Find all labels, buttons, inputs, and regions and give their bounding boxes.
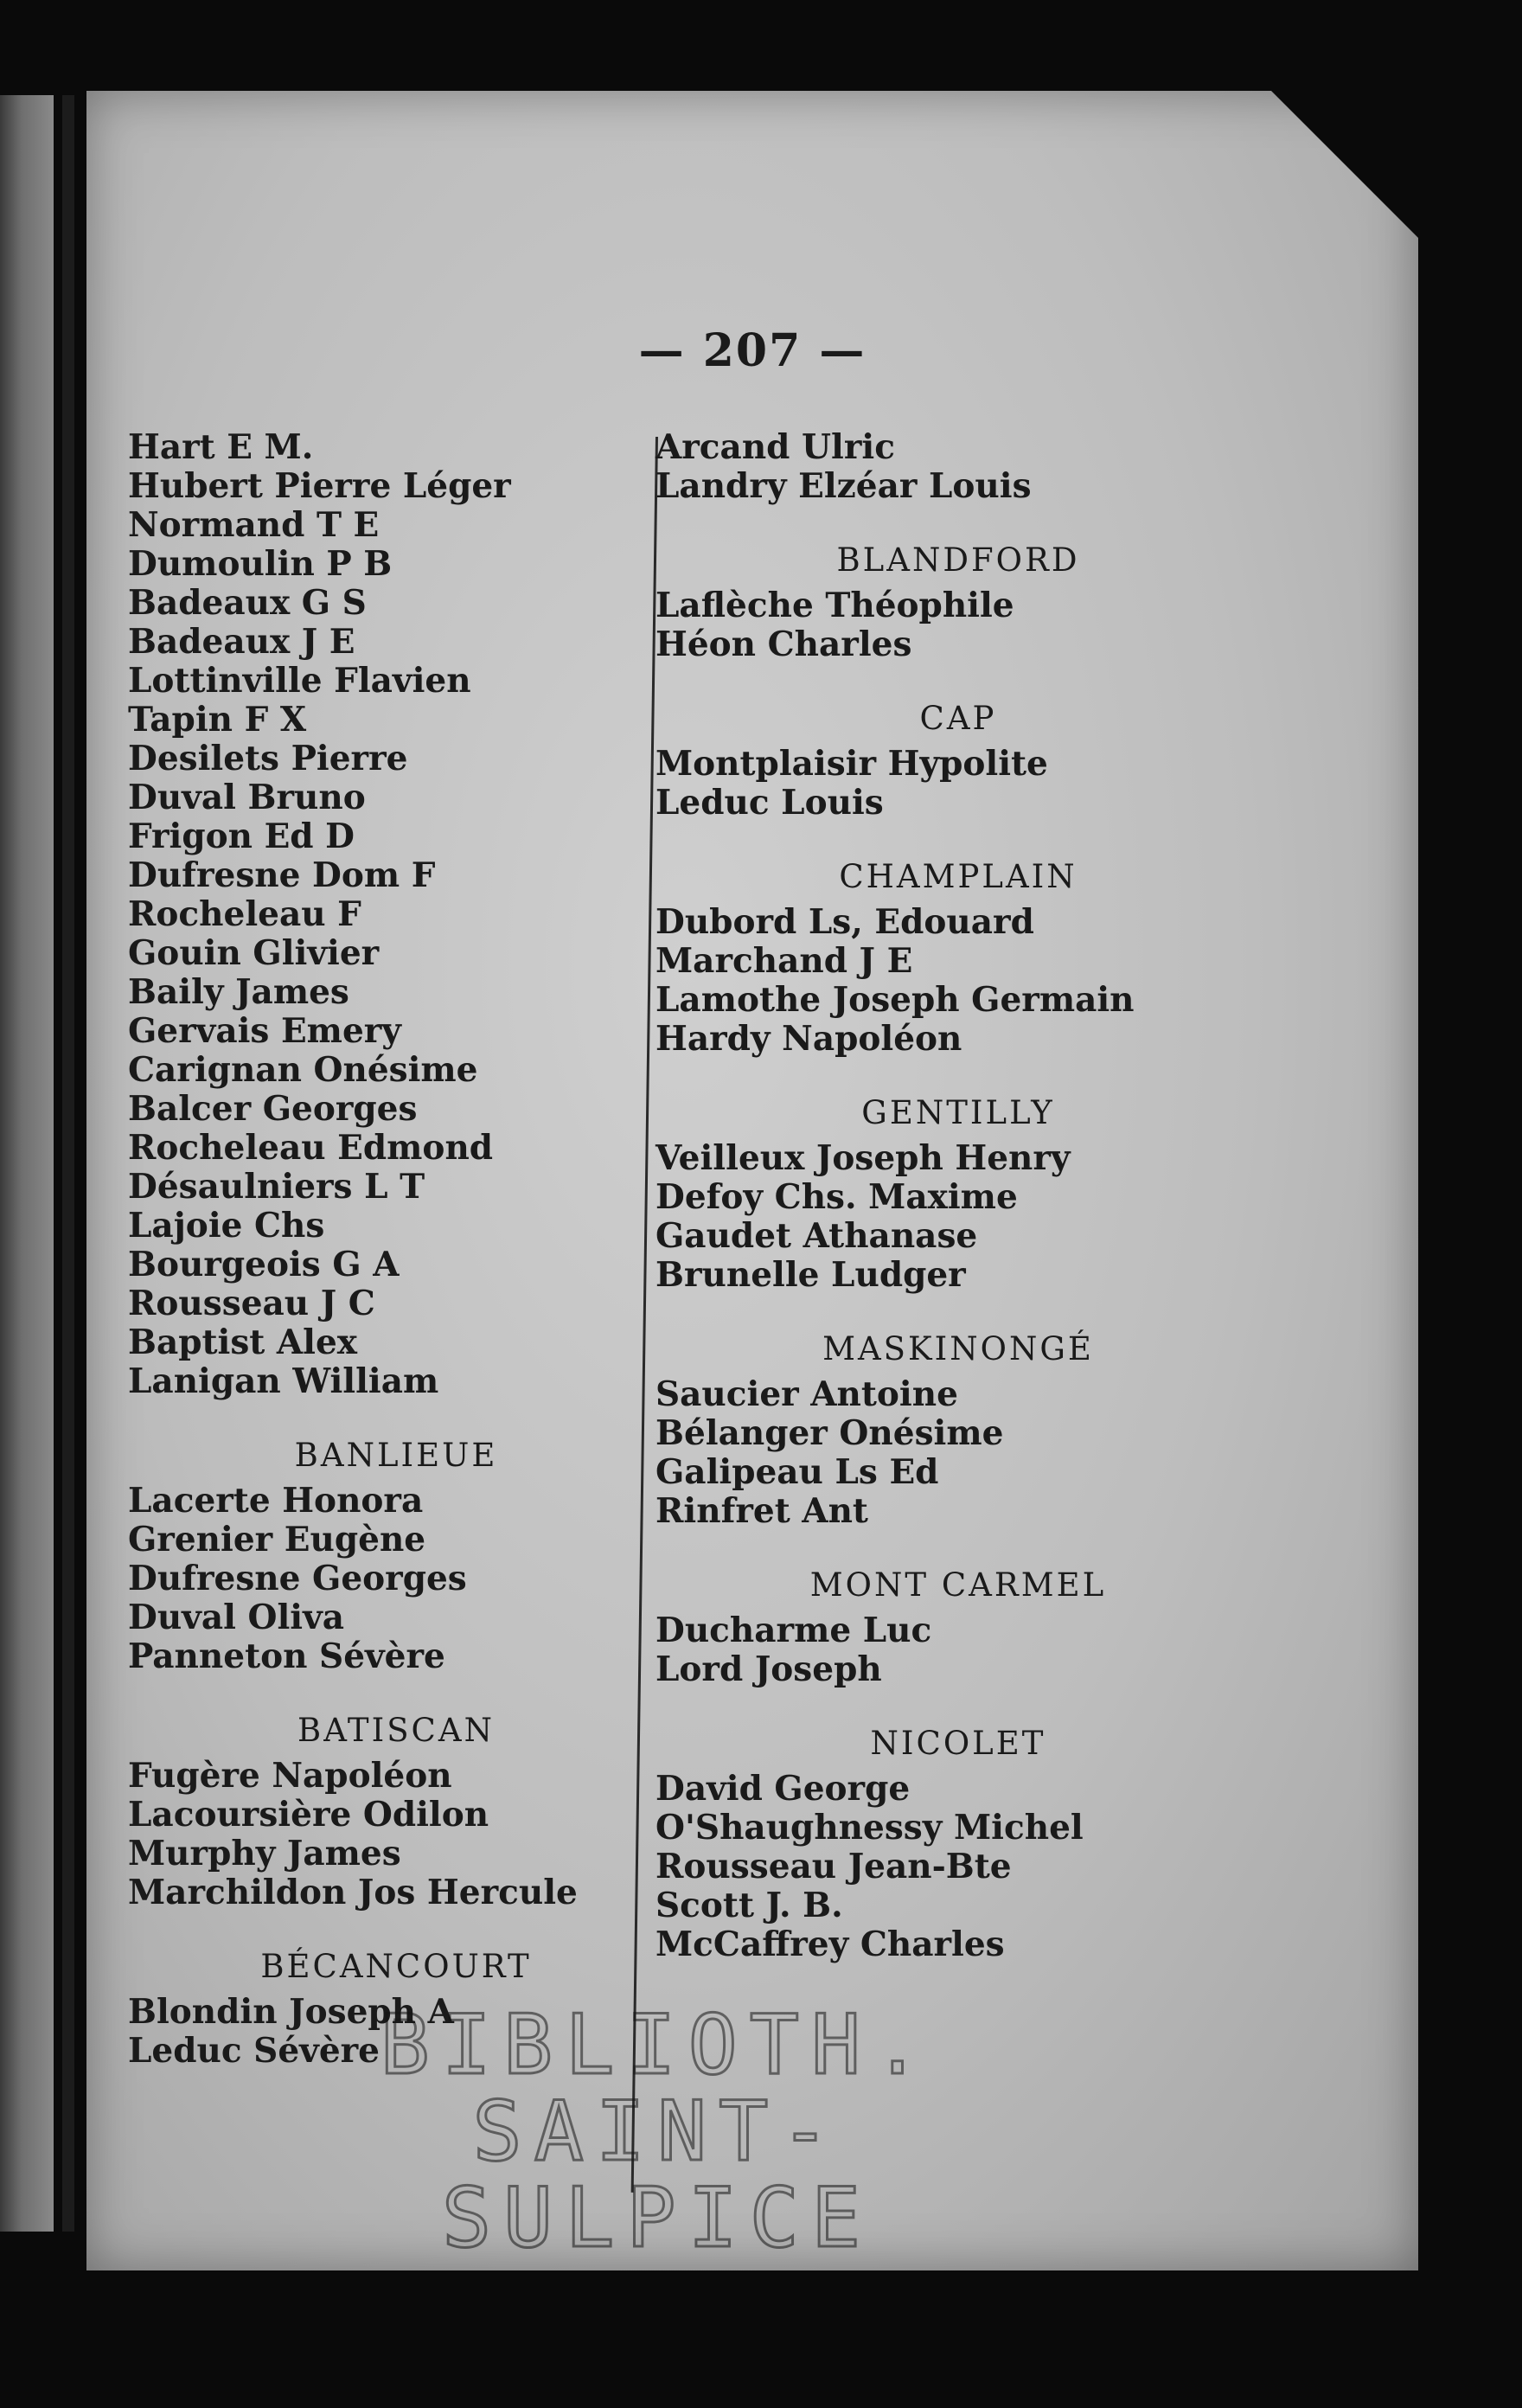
name-entry: Rocheleau Edmond [128,1128,494,1168]
name-entry: Carignan Onésime [128,1050,478,1090]
name-entry: Scott J. B. [655,1886,843,1925]
name-entry: Murphy James [128,1834,401,1873]
name-entry: Laflèche Théophile [655,586,1014,625]
name-entry: Dufresne Georges [128,1559,467,1598]
binding-shadow [62,95,74,2232]
section-heading: BÉCANCOURT [260,1948,532,1985]
name-entry: Brunelle Ludger [655,1255,966,1295]
name-entry: Landry Elzéar Louis [655,466,1032,506]
name-entry: Gouin Glivier [128,933,380,973]
name-entry: Tapin F X [128,700,307,740]
name-entry: Lottinville Flavien [128,661,471,701]
section-heading: GENTILLY [861,1094,1055,1131]
name-entry: Lord Joseph [655,1649,882,1689]
name-entry: Marchand J E [655,941,913,981]
name-entry: Rousseau J C [128,1284,375,1323]
name-entry: McCaffrey Charles [655,1924,1005,1964]
adjacent-page-edge [0,95,54,2232]
section-heading: BLANDFORD [836,541,1080,579]
name-entry: Grenier Eugène [128,1520,426,1559]
name-entry: Badeaux J E [128,622,355,662]
name-entry: Duval Oliva [128,1598,345,1637]
name-entry: Arcand Ulric [655,427,895,467]
section-heading: BANLIEUE [294,1437,498,1474]
name-entry: Balcer Georges [128,1089,418,1129]
name-entry: Blondin Joseph A [128,1992,454,2032]
library-stamp [285,1998,1029,2266]
name-entry: Gaudet Athanase [655,1216,978,1256]
name-entry: Defoy Chs. Maxime [655,1177,1018,1217]
document-page [86,91,1418,2270]
right-column [655,428,1261,1964]
name-entry: O'Shaughnessy Michel [655,1808,1084,1848]
stamp-line-1: BIBLIOTH. [380,1998,935,2093]
name-entry: Dufresne Dom F [128,855,436,895]
name-entry: Baptist Alex [128,1322,358,1362]
name-entry: Dumoulin P B [128,544,393,584]
name-entry: Héon Charles [655,624,912,664]
page-corner [1271,91,1418,238]
name-entry: Lajoie Chs [128,1206,325,1246]
name-entry: Duval Bruno [128,778,366,817]
name-entry: Galipeau Ls Ed [655,1452,939,1492]
name-entry: Lacerte Honora [128,1481,424,1521]
name-entry: Badeaux G S [128,583,367,623]
section-heading: MONT CARMEL [809,1566,1107,1604]
name-entry: Désaulniers L T [128,1167,425,1207]
name-entry: Saucier Antoine [655,1374,958,1414]
name-entry: Frigon Ed D [128,817,355,856]
section-heading: CAP [919,700,997,737]
name-entry: Rinfret Ant [655,1491,868,1531]
name-entry: Rocheleau F [128,894,361,934]
page-number: — 207 — [638,324,867,377]
name-entry: Lamothe Joseph Germain [655,980,1135,1020]
name-entry: Fugère Napoléon [128,1756,452,1796]
stamp-line-2: SAINT-SULPICE [441,2085,873,2266]
name-entry: Hardy Napoléon [655,1019,962,1059]
name-entry: Montplaisir Hypolite [655,744,1048,784]
name-entry: Ducharme Luc [655,1611,932,1650]
section-heading: NICOLET [870,1725,1046,1762]
name-entry: Leduc Sévère [128,2031,380,2071]
section-heading: BATISCAN [297,1712,495,1749]
name-entry: Gervais Emery [128,1011,401,1051]
name-entry: Marchildon Jos Hercule [128,1873,578,1912]
name-entry: Bélanger Onésime [655,1413,1004,1453]
name-entry: Baily James [128,972,349,1012]
name-entry: Lanigan William [128,1361,439,1401]
name-entry: Bourgeois G A [128,1245,400,1284]
name-entry: Rousseau Jean-Bte [655,1847,1012,1886]
section-heading: CHAMPLAIN [839,858,1078,895]
left-column [128,428,664,2071]
name-entry: Normand T E [128,505,380,545]
name-entry: Leduc Louis [655,783,884,823]
name-entry: Hubert Pierre Léger [128,466,511,506]
name-entry: Lacoursière Odilon [128,1795,489,1835]
name-entry: Veilleux Joseph Henry [655,1138,1071,1178]
name-entry: David George [655,1769,911,1809]
name-entry: Panneton Sévère [128,1636,445,1676]
name-entry: Hart E M. [128,427,314,467]
name-entry: Dubord Ls, Edouard [655,902,1034,942]
name-entry: Desilets Pierre [128,739,408,778]
section-heading: MASKINONGÉ [822,1330,1094,1367]
